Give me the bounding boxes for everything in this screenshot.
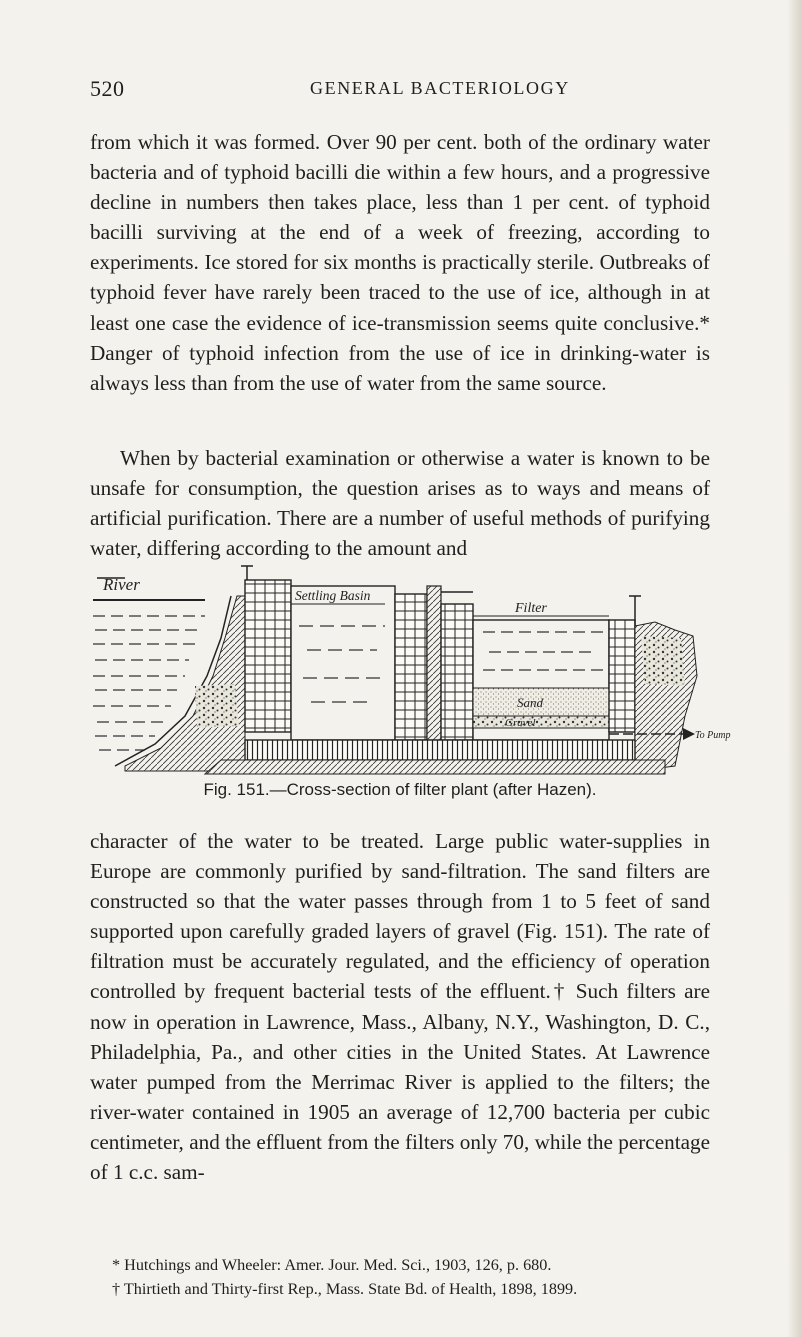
gravel-layer [473,716,609,728]
body-paragraph-3: character of the water to be treated. Large public water-supplies in Europe are commonly purified by sand-filtration. The sand filters are constructed so that the water passes through from 1 to 5 feet of sand supported upon carefully graded layers of gravel (Fig. 151). The rate of filtration must be accurately regulated, and the efficiency of operation controlled by frequent bacterial tests of the effluent.† Such filters are now in operation in Lawrence, Mass., Albany, N.Y., Washington, D. C., Philadelphia, Pa., and other cities in the United States. At Lawrence water pumped from the Merrimac River is applied to the filters; the river-water contained in 1905 an average of 12,700 bacteria per cubic centimeter, and the effluent from the filters only 70, while the percentage of 1 c.c. sam- [90,829,710,1185]
filter-plant-figure [85,566,731,776]
footnote-2: † Thirtieth and Thirty-first Rep., Mass. State Bd. of Health, 1898, 1899. [112,1280,578,1298]
middle-wall-core [427,586,441,740]
page-header [90,76,710,106]
outer-wall [245,580,291,732]
settling-basin [291,586,395,740]
middle-wall-right [441,604,473,740]
river-label: River [103,575,140,594]
figure-caption: Fig. 151.—Cross-section of filter plant (after Hazen). [203,780,597,799]
running-head: GENERAL BACTERIOLOGY [310,78,570,98]
right-wall [609,620,635,732]
sand-label: Sand [517,695,543,710]
middle-wall-left [395,594,427,740]
gravel-label: Gravel [505,717,536,729]
page-number: 520 [90,76,125,101]
footnotes [112,1253,732,1301]
river-bank [93,596,245,771]
footnote-1: * Hutchings and Wheeler: Amer. Jour. Med. Sci., 1903, 126, p. 680. [112,1256,552,1274]
filter-plant-diagram [85,566,731,776]
underdrain [245,740,635,760]
filter-label: Filter [515,601,547,616]
flow-arrow-icon [683,728,695,740]
page-edge-shadow [787,0,801,1337]
settling-basin-label: Settling Basin [295,588,371,603]
body-paragraph-2: When by bacterial examination or otherwise a water is known to be unsafe for consumption, the question arises as to ways and means of artificial purification. There are a number of useful methods of purifying water, differing according to the amount and [90,446,710,561]
body-paragraph-1: from which it was formed. Over 90 per cent. both of the ordinary water bacteria and of typhoid bacilli die within a few hours, and a progressive decline in numbers then takes place, less than 1 per cent. of typhoid bacilli surviving at the end of a week of freezing, according to experiments. Ice stored for six months is practically sterile. Outbreaks of typhoid fever have rarely been traced to the use of ice, although in at least one case the evidence of ice-transmission seems quite conclusive.* Danger of typhoid infection from the use of ice in drinking-water is always less than from the use of water from the same source. [90,130,710,395]
to-pump-label: To Pump [695,730,731,741]
